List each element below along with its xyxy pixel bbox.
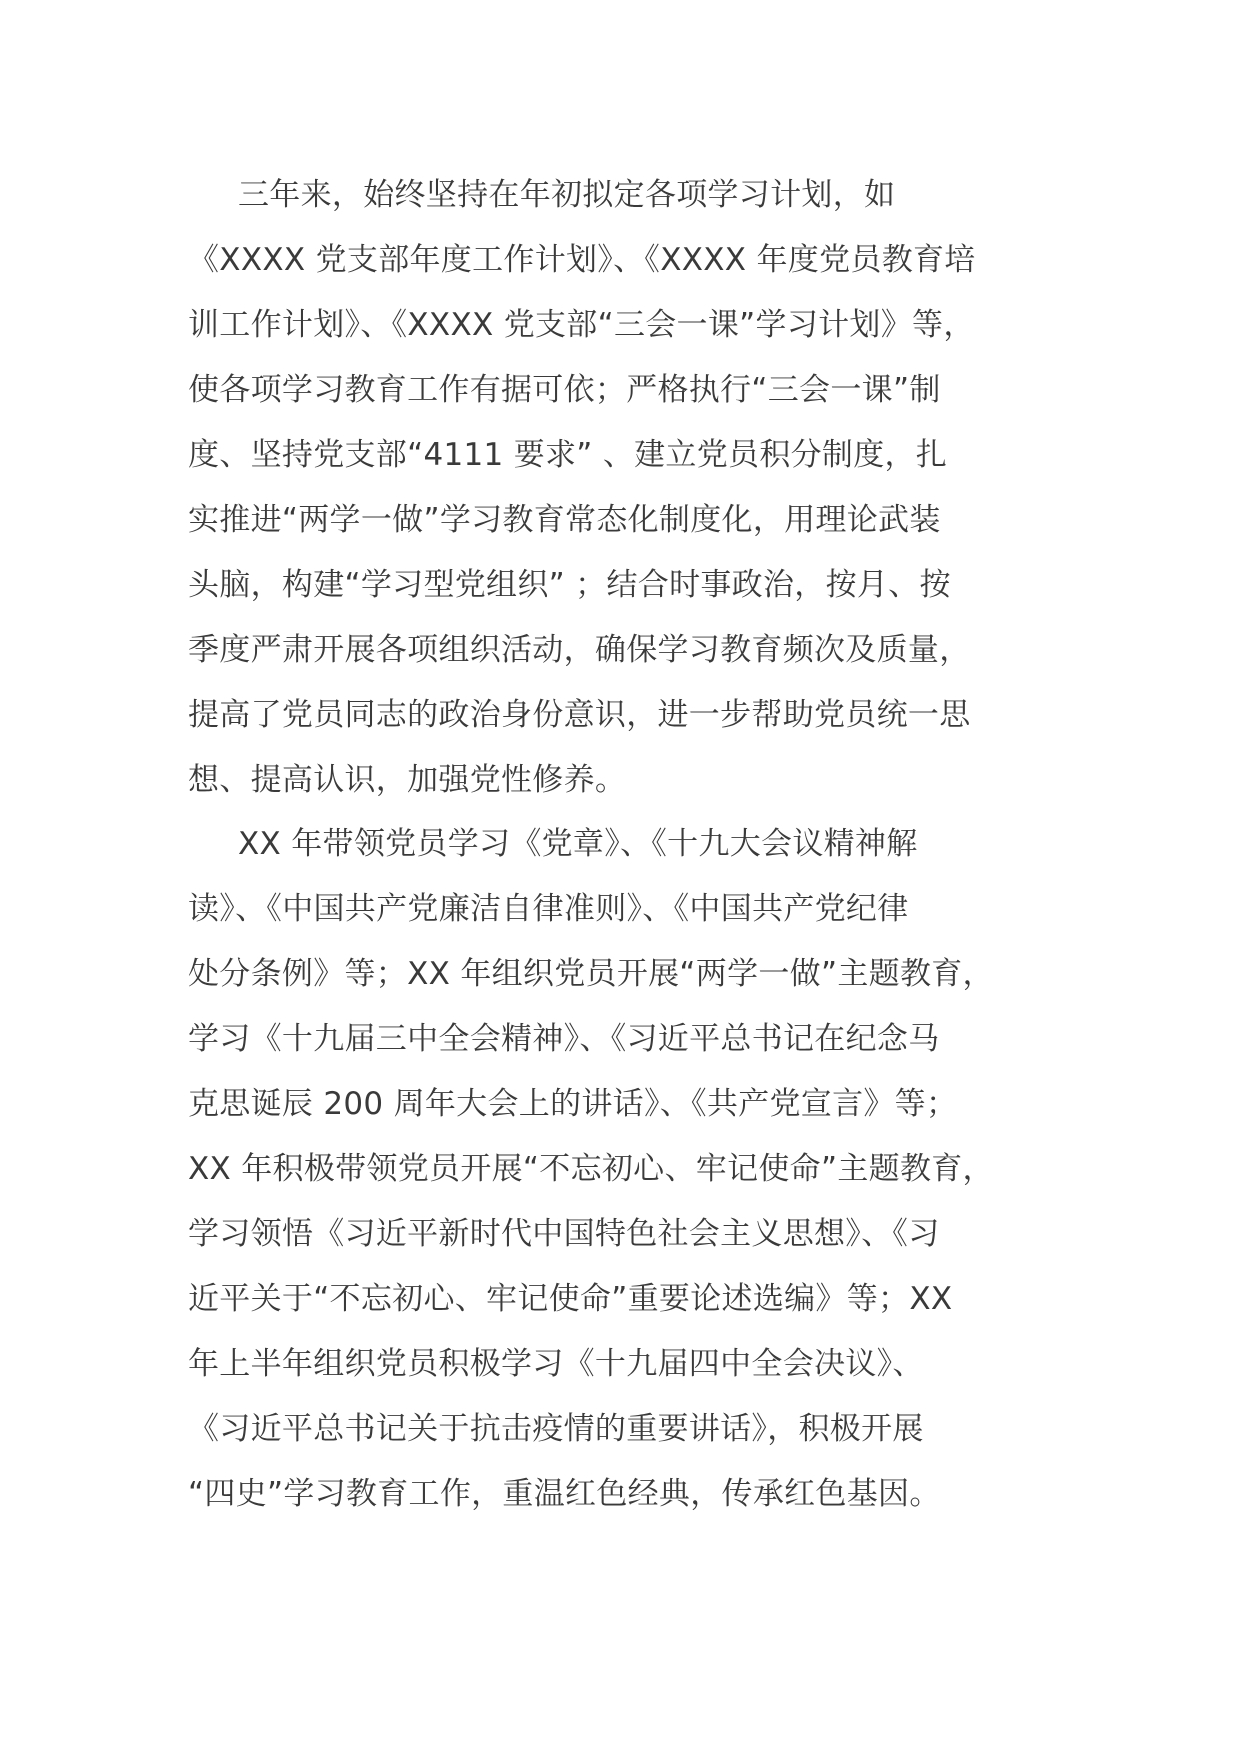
paragraph-yearly-study [188,812,1088,1527]
text-line: “四史”学习教育工作，重温红色经典，传承红色基因。 [188,1476,941,1512]
text-line: 《习近平总书记关于抗击疫情的重要讲话》，积极开展 [188,1411,924,1447]
text-line: XX 年积极带领党员开展“不忘初心、牢记使命”主题教育， [188,1151,994,1187]
text-line: 季度严肃开展各项组织活动，确保学习教育频次及质量， [188,632,971,668]
text-line: 头脑，构建“学习型党组织” ；结合时事政治，按月、按 [188,567,951,603]
text-line: 处分条例》等；XX 年组织党员开展“两学一做”主题教育， [188,956,994,992]
text-line: 近平关于“不忘初心、牢记使命”重要论述选编》等；XX [188,1281,953,1317]
text-line: 克思诞辰 200 周年大会上的讲话》、《共产党宣言》等； [188,1086,958,1122]
text-line: 实推进“两学一做”学习教育常态化制度化，用理论武装 [188,502,941,538]
text-line: 训工作计划》、《XXXX 党支部“三会一课”学习计划》等， [188,307,975,343]
text-line: XX 年带领党员学习《党章》、《十九大会议精神解 [238,826,918,862]
text-line: 三年来，始终坚持在年初拟定各项学习计划，如 [238,177,896,213]
text-line: 年上半年组织党员积极学习《十九届四中全会决议》、 [188,1346,924,1382]
paragraph-study-plans [188,163,1088,813]
text-line: 学习领悟《习近平新时代中国特色社会主义思想》、《习 [188,1216,940,1252]
text-line: 使各项学习教育工作有据可依；严格执行“三会一课”制 [188,372,941,408]
text-line: 学习《十九届三中全会精神》、《习近平总书记在纪念马 [188,1021,940,1057]
text-line: 读》、《中国共产党廉洁自律准则》、《中国共产党纪律 [188,891,909,927]
text-line: 《XXXX 党支部年度工作计划》、《XXXX 年度党员教育培 [188,242,976,278]
text-line: 度、坚持党支部“4111 要求” 、建立党员积分制度，扎 [188,437,948,473]
text-line: 想、提高认识，加强党性修养。 [188,762,627,798]
text-line: 提高了党员同志的政治身份意识，进一步帮助党员统一思 [188,697,971,733]
